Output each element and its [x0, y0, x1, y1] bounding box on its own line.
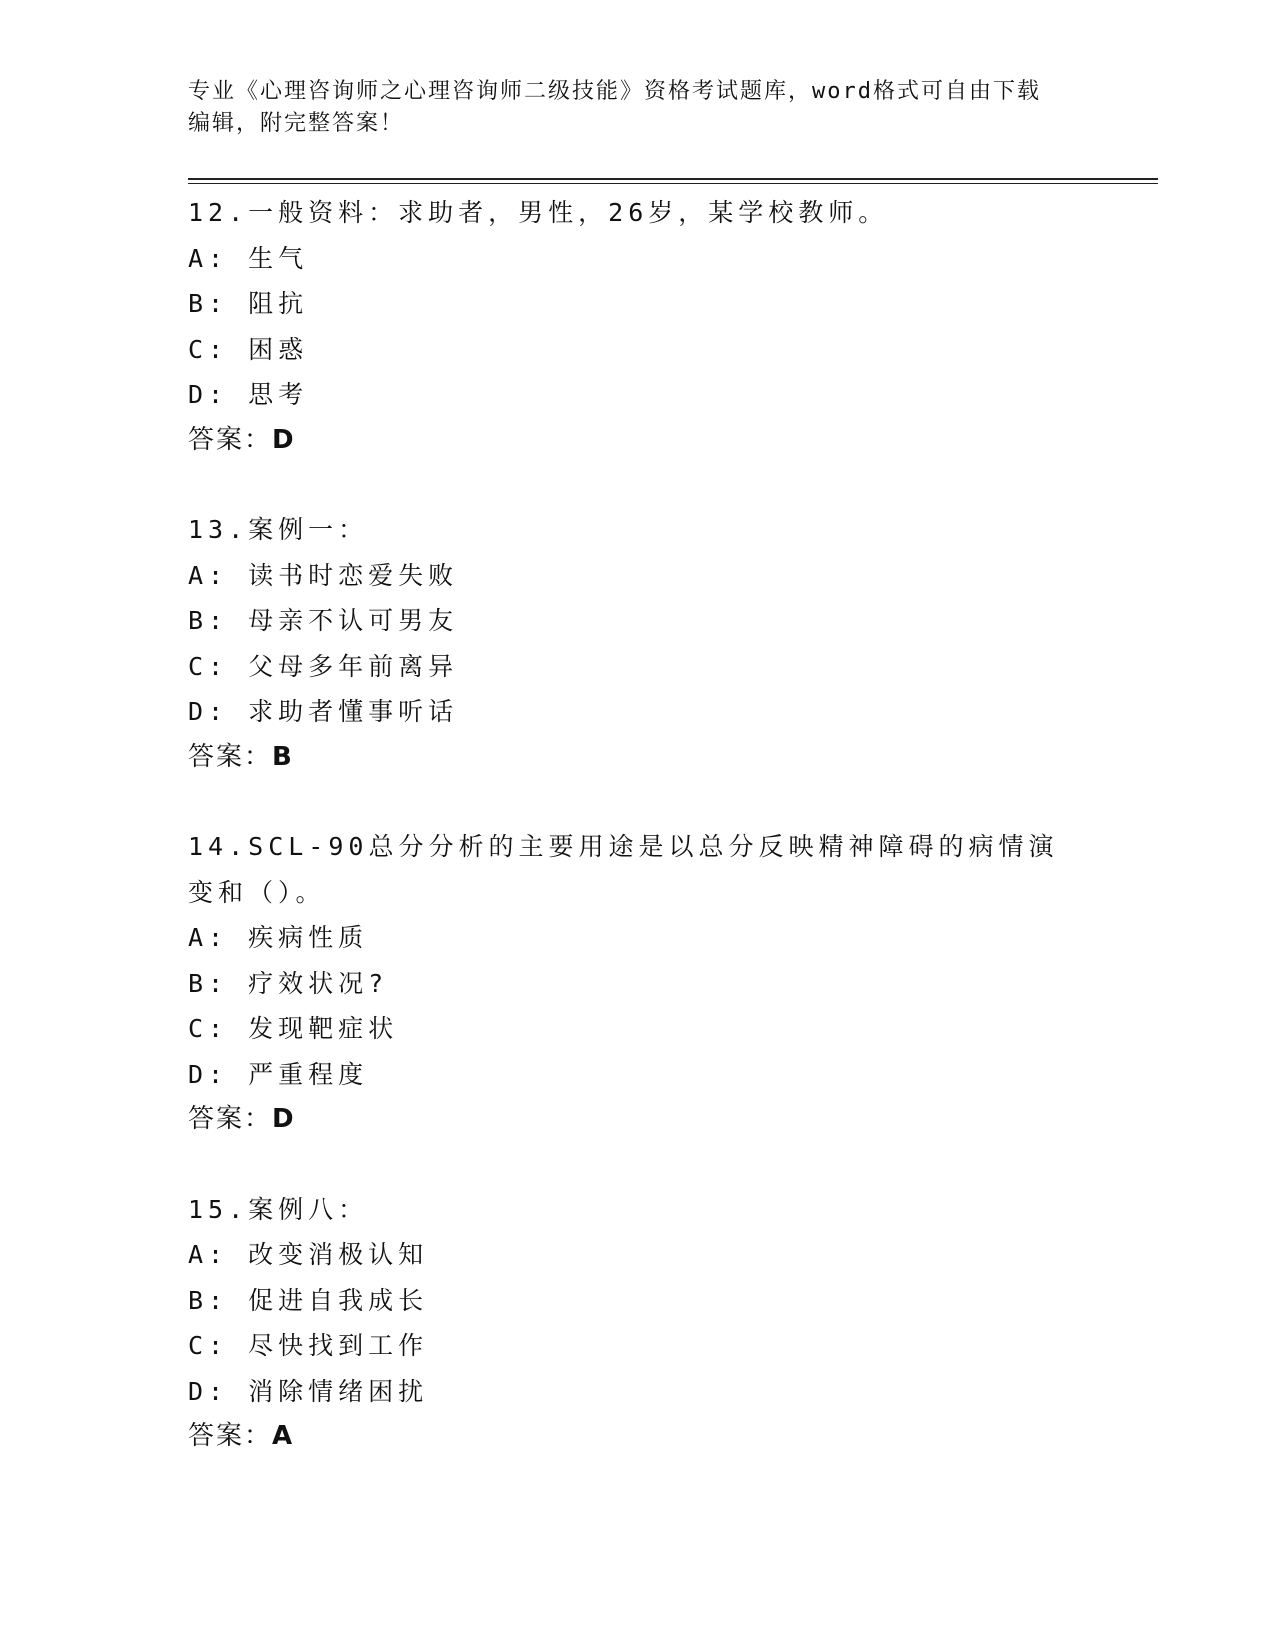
option-c: C: 尽快找到工作: [188, 1331, 429, 1360]
question-stem: 15.案例八：: [188, 1194, 369, 1224]
option-c: C: 父母多年前离异: [188, 651, 459, 681]
answer-line: [188, 735, 1088, 781]
answer-line: [188, 1414, 1088, 1460]
option-a: A: 改变消极认知: [188, 1240, 429, 1269]
question-item: [188, 507, 1088, 780]
header-line-1: 专业《心理咨询师之心理咨询师二级技能》资格考试题库，word格式可自由下载: [188, 79, 1041, 104]
option-b: B: 促进自我成长: [188, 1285, 429, 1315]
header-line-2: 编辑，附完整答案！: [188, 111, 405, 136]
option-d: D: 严重程度: [188, 1059, 369, 1089]
answer-value: B: [272, 741, 294, 772]
option-c: C: 发现靶症状: [188, 1014, 399, 1043]
answer-line: [188, 418, 1088, 464]
document-header: [188, 76, 1088, 140]
answer-value: A: [272, 1421, 295, 1451]
question-item: [188, 1187, 1088, 1460]
header-divider-thin: [188, 183, 1158, 184]
answer-label: 答案：: [188, 741, 273, 772]
question-stem: 14.SCL-90总分分析的主要用途是以总分反映精神障碍的病情演变和（）。: [188, 832, 1059, 907]
option-d: D: 思考: [188, 380, 309, 409]
option-b: B: 疗效状况?: [188, 968, 389, 998]
option-a: A: 读书时恋爱失败: [188, 560, 459, 590]
option-b: B: 阻抗: [188, 289, 309, 318]
option-a: A: 生气: [188, 243, 309, 273]
answer-label: 答案：: [188, 1421, 273, 1451]
option-d: D: 求助者懂事听话: [188, 697, 459, 726]
answer-value: D: [272, 424, 296, 455]
question-list: [188, 190, 1088, 1504]
option-d: D: 消除情绪困扰: [188, 1376, 429, 1406]
answer-line: [188, 1097, 1088, 1143]
answer-label: 答案：: [188, 1104, 273, 1134]
question-item: [188, 190, 1088, 463]
option-b: B: 母亲不认可男友: [188, 606, 459, 635]
question-stem: 13.案例一：: [188, 515, 369, 544]
question-item: [188, 824, 1088, 1143]
option-a: A: 疾病性质: [188, 923, 369, 952]
option-c: C: 困惑: [188, 334, 309, 364]
answer-label: 答案：: [188, 424, 273, 455]
header-divider-thick: [188, 178, 1158, 180]
answer-value: D: [272, 1104, 296, 1134]
question-stem: 12.一般资料：求助者，男性，26岁，某学校教师。: [188, 198, 889, 227]
